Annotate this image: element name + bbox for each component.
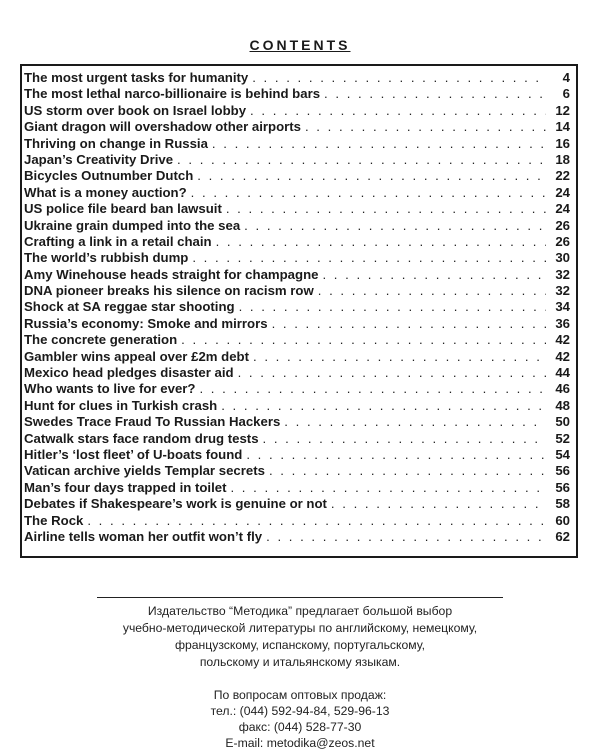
toc-entry-title: Giant dragon will overshadow other airports: [24, 119, 301, 135]
toc-entry-page: 16: [555, 135, 570, 151]
toc-entry-page: 4: [562, 70, 570, 85]
blurb-line: Издательство “Методика” предлагает большой выбор: [147, 604, 453, 618]
toc-entry-title: Catwalk stars face random drug tests: [24, 430, 259, 446]
toc-entry-title: The most lethal narco-billionaire is behind bars: [24, 86, 321, 102]
toc-entry: [24, 201, 570, 217]
toc-entry-title: The concrete generation: [24, 332, 178, 348]
toc-entry-page: 50: [555, 414, 570, 430]
toc-leader-dots: [191, 185, 546, 201]
toc-leader-dots: [239, 299, 546, 315]
toc-entry-page: 46: [555, 381, 570, 397]
toc-entry-title: Vatican archive yields Templar secrets: [24, 463, 265, 479]
contact-info: [0, 687, 600, 751]
toc-leader-dots: [212, 136, 546, 152]
toc-entry: [24, 414, 570, 430]
toc-entry-title: Who wants to live for ever?: [24, 381, 196, 397]
toc-entry: [24, 250, 570, 266]
toc-entry-title: Ukraine grain dumped into the sea: [24, 217, 241, 233]
toc-entry-page: 44: [555, 365, 570, 381]
toc-leader-dots: [244, 218, 546, 234]
blurb-line: польскому и итальянскому языкам.: [199, 655, 401, 669]
toc-entry: [24, 103, 570, 119]
toc-leader-dots: [322, 267, 546, 283]
toc-entry-title: Shock at SA reggae star shooting: [24, 299, 235, 315]
toc-leader-dots: [246, 447, 546, 463]
toc-entry-title: Amy Winehouse heads straight for champagne: [24, 266, 319, 282]
toc-leader-dots: [230, 480, 546, 496]
toc-entry: [24, 480, 570, 496]
toc-entry: [24, 152, 570, 168]
toc-entry-title: Mexico head pledges disaster aid: [24, 365, 234, 381]
toc-entry: [24, 267, 570, 283]
toc-entry-page: 32: [555, 266, 570, 282]
toc-entry-title: What is a money auction?: [24, 184, 187, 200]
toc-entry-page: 26: [555, 233, 570, 249]
toc-entry: [24, 447, 570, 463]
toc-entry-page: 24: [555, 201, 570, 217]
blurb-line: учебно-методической литературы по английскому, немецкому,: [122, 621, 478, 635]
toc-entry: [24, 431, 570, 447]
toc-entry-title: Gambler wins appeal over £2m debt: [24, 348, 249, 364]
toc-entry-page: 26: [555, 217, 570, 233]
blurb-line: французскому, испанскому, португальскому,: [174, 638, 426, 652]
toc-entry: [24, 70, 570, 86]
toc-entry-title: Crafting a link in a retail chain: [24, 233, 212, 249]
toc-leader-dots: [318, 283, 546, 299]
toc-entry-title: Japan’s Creativity Drive: [24, 151, 174, 167]
toc-leader-dots: [250, 103, 546, 119]
toc-entry-page: 36: [555, 315, 570, 331]
toc-entry-title: The Rock: [24, 512, 84, 528]
contact-fax: факс: (044) 528-77-30: [238, 720, 362, 734]
toc-entry-title: US storm over book on Israel lobby: [24, 102, 247, 118]
toc-entry-title: Hunt for clues in Turkish crash: [24, 397, 218, 413]
toc-entry-page: 42: [555, 348, 570, 364]
toc-entry-title: DNA pioneer breaks his silence on racism row: [24, 283, 314, 299]
toc-entry-title: Thriving on change in Russia: [24, 135, 208, 151]
toc-entry-page: 22: [555, 168, 570, 184]
toc-leader-dots: [269, 463, 546, 479]
toc-leader-dots: [87, 513, 546, 529]
contact-phone: тел.: (044) 592-94-84, 529-96-13: [210, 704, 390, 718]
toc-entry-page: 18: [555, 151, 570, 167]
toc-entry-title: Man’s four days trapped in toilet: [24, 479, 227, 495]
toc-leader-dots: [221, 398, 546, 414]
toc-entry: [24, 234, 570, 250]
divider-line: [97, 597, 503, 598]
toc-entry-page: 30: [555, 250, 570, 266]
toc-entry-page: 6: [562, 86, 570, 102]
toc-leader-dots: [331, 496, 546, 512]
toc-leader-dots: [216, 234, 546, 250]
toc-entry-page: 54: [555, 446, 570, 462]
toc-entry: [24, 185, 570, 201]
toc-entry-title: Swedes Trace Fraud To Russian Hackers: [24, 414, 281, 430]
toc-entry-page: 58: [555, 496, 570, 512]
toc-entry-page: 56: [555, 463, 570, 479]
toc-leader-dots: [324, 86, 546, 102]
toc-entry-title: Hitler’s ‘lost fleet’ of U-boats found: [24, 446, 243, 462]
toc-entry-page: 60: [555, 512, 570, 528]
toc-entry-page: 24: [555, 184, 570, 200]
toc-entry-title: The most urgent tasks for humanity: [24, 70, 249, 85]
toc-entry-page: 34: [555, 299, 570, 315]
toc-leader-dots: [266, 529, 546, 545]
contents-list: [24, 70, 570, 545]
toc-entry-page: 52: [555, 430, 570, 446]
toc-entry-page: 32: [555, 283, 570, 299]
page-title: CONTENTS: [249, 37, 351, 53]
toc-entry-page: 56: [555, 479, 570, 495]
toc-entry: [24, 168, 570, 184]
toc-entry: [24, 299, 570, 315]
toc-entry-page: 62: [555, 528, 570, 544]
toc-entry-page: 12: [555, 102, 570, 118]
toc-entry: [24, 496, 570, 512]
toc-entry-title: Bicycles Outnumber Dutch: [24, 168, 194, 184]
toc-leader-dots: [305, 119, 546, 135]
toc-entry-title: Debates if Shakespeare’s work is genuine or not: [24, 496, 327, 512]
toc-leader-dots: [238, 365, 546, 381]
toc-entry: [24, 119, 570, 135]
toc-entry: [24, 365, 570, 381]
toc-entry: [24, 316, 570, 332]
toc-leader-dots: [252, 70, 546, 86]
toc-entry: [24, 136, 570, 152]
toc-leader-dots: [181, 332, 546, 348]
publisher-blurb: [0, 603, 600, 671]
toc-entry-title: Airline tells woman her outfit won’t fly: [24, 528, 263, 544]
contact-heading: По вопросам оптовых продаж:: [213, 688, 387, 702]
toc-leader-dots: [263, 431, 546, 447]
toc-leader-dots: [177, 152, 546, 168]
toc-leader-dots: [199, 381, 546, 397]
toc-entry: [24, 513, 570, 529]
toc-entry: [24, 218, 570, 234]
toc-entry-page: 14: [555, 119, 570, 135]
toc-entry: [24, 463, 570, 479]
toc-entry: [24, 332, 570, 348]
toc-entry: [24, 86, 570, 102]
toc-leader-dots: [197, 168, 546, 184]
toc-entry-page: 42: [555, 332, 570, 348]
toc-entry: [24, 398, 570, 414]
toc-leader-dots: [192, 250, 546, 266]
toc-leader-dots: [284, 414, 546, 430]
toc-entry-title: US police file beard ban lawsuit: [24, 201, 222, 217]
toc-leader-dots: [226, 201, 546, 217]
toc-leader-dots: [253, 349, 546, 365]
toc-entry: [24, 381, 570, 397]
contact-email: E-mail: metodika@zeos.net: [225, 736, 375, 750]
toc-entry-page: 48: [555, 397, 570, 413]
toc-entry-title: Russia’s economy: Smoke and mirrors: [24, 315, 268, 331]
toc-entry: [24, 529, 570, 545]
toc-entry-title: The world’s rubbish dump: [24, 250, 189, 266]
toc-entry: [24, 349, 570, 365]
toc-leader-dots: [272, 316, 546, 332]
toc-entry: [24, 283, 570, 299]
